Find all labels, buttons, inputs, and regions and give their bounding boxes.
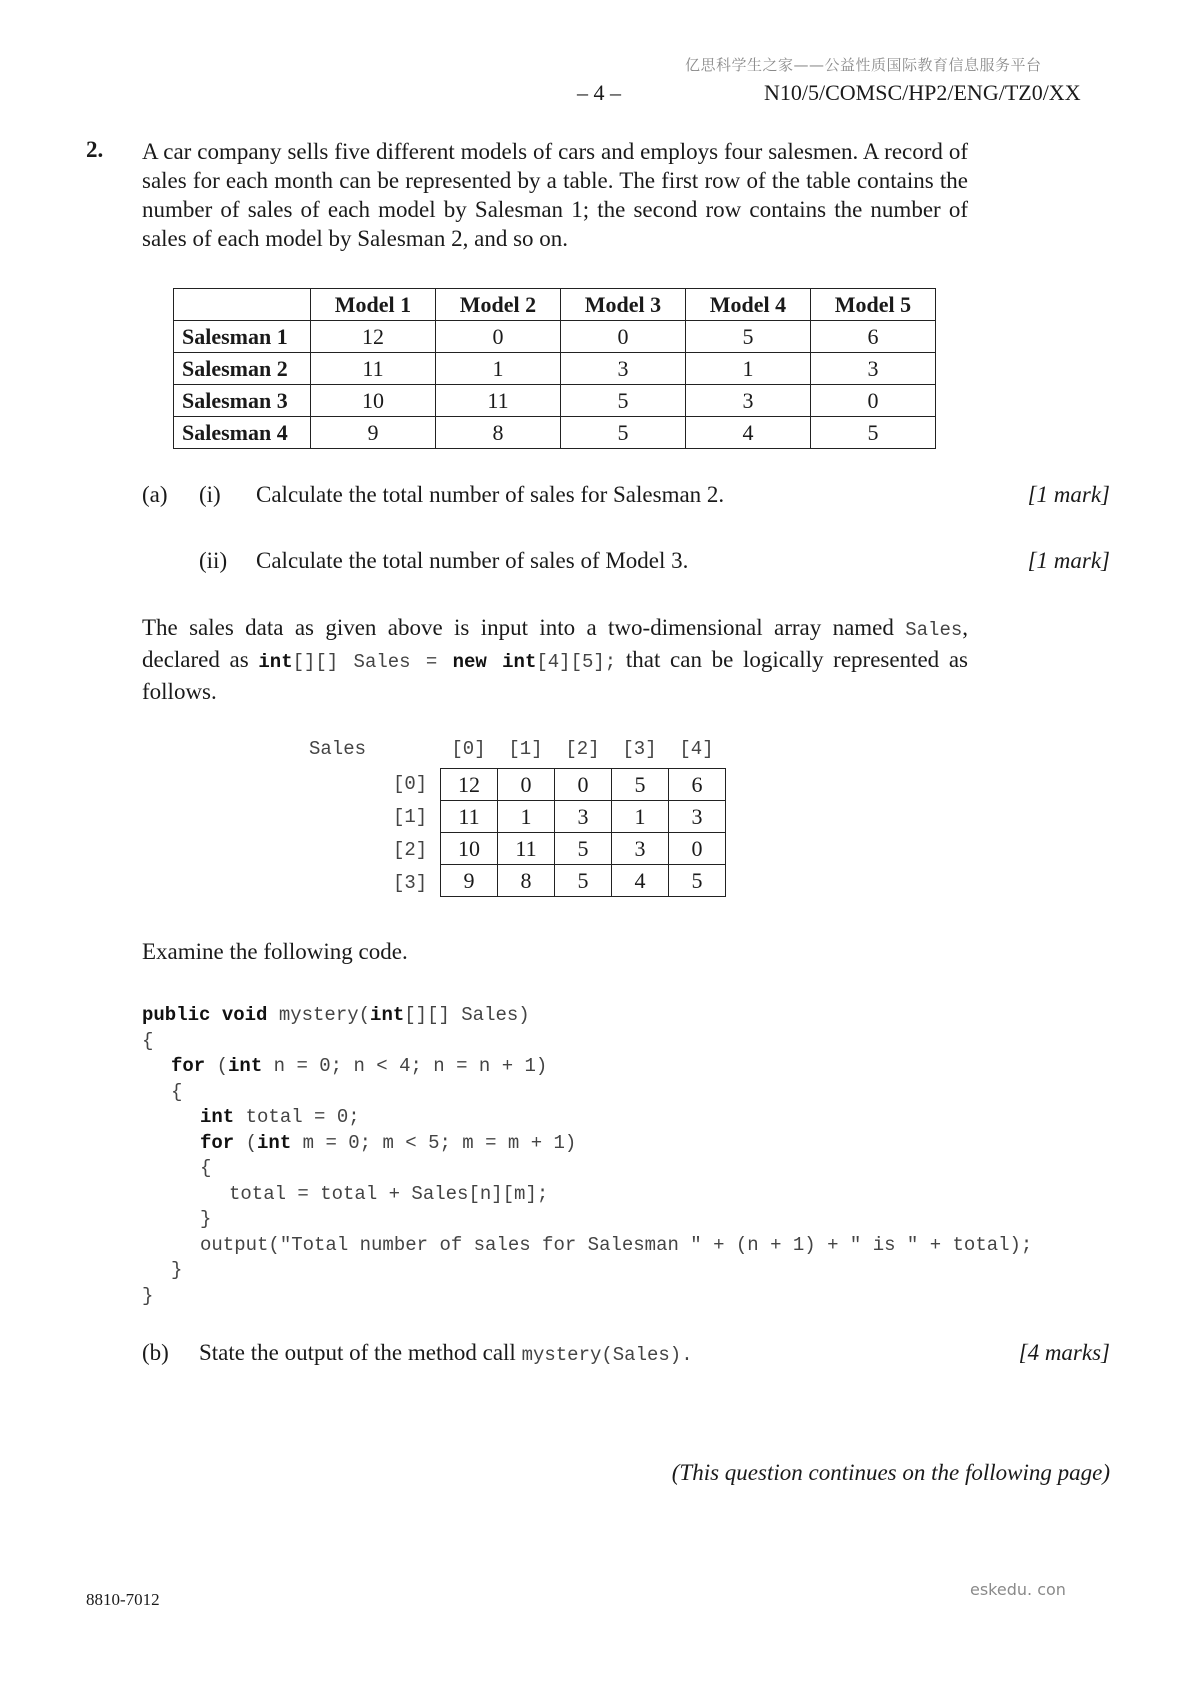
- array-row-index: [1]: [393, 806, 428, 828]
- array-cell: 0: [555, 769, 612, 801]
- part-a-i-marks: [1 mark]: [1027, 482, 1110, 507]
- array-cell: 10: [441, 833, 498, 865]
- array-cell: 12: [441, 769, 498, 801]
- watermark-footer: eskedu. con: [970, 1580, 1066, 1599]
- page-number: – 4 –: [577, 80, 621, 105]
- column-header: Model 5: [811, 289, 936, 321]
- array-row: [441, 769, 726, 801]
- table-cell: 0: [811, 385, 936, 417]
- sales-table: [173, 288, 936, 449]
- table-cell: 1: [436, 353, 561, 385]
- column-header: Model 3: [561, 289, 686, 321]
- array-col-index: [2]: [565, 738, 600, 760]
- table-cell: 5: [561, 417, 686, 449]
- array-paragraph: [142, 613, 968, 706]
- array-cell: 6: [669, 769, 726, 801]
- table-cell: 10: [311, 385, 436, 417]
- code-line: }: [171, 1259, 183, 1281]
- part-b-marks: [4 marks]: [1018, 1340, 1110, 1365]
- code-line: int total = 0;: [200, 1106, 360, 1128]
- code-line: total = total + Sales[n][m];: [229, 1182, 549, 1205]
- table-cell: 5: [811, 417, 936, 449]
- inline-code-keyword: new: [452, 651, 487, 673]
- code-line: }: [142, 1284, 154, 1307]
- sales-table-header-row: [174, 289, 936, 321]
- sales-table-corner: [174, 289, 311, 321]
- paragraph-text: that can be logically represented as follows.: [142, 647, 968, 704]
- array-row: [441, 801, 726, 833]
- array-cell: 1: [498, 801, 555, 833]
- code-line: {: [142, 1029, 154, 1052]
- array-cell: 11: [441, 801, 498, 833]
- inline-code: Sales: [905, 619, 963, 641]
- inline-code-keyword: int: [258, 651, 293, 673]
- question-number: 2.: [86, 137, 104, 162]
- array-cell: 1: [612, 801, 669, 833]
- table-cell: 9: [311, 417, 436, 449]
- table-row: [174, 417, 936, 449]
- array-row: [441, 865, 726, 897]
- watermark-header: 亿思科学生之家——公益性质国际教育信息服务平台: [685, 56, 1042, 74]
- footer-code: 8810-7012: [86, 1590, 160, 1609]
- table-cell: 11: [311, 353, 436, 385]
- part-b-label: (b): [142, 1340, 169, 1365]
- column-header: Model 1: [311, 289, 436, 321]
- row-header: Salesman 2: [174, 353, 311, 385]
- part-b-text: State the output of the method call mystery(Sales).: [199, 1340, 693, 1366]
- table-row: [174, 353, 936, 385]
- array-row-index: [2]: [393, 839, 428, 861]
- table-cell: 12: [311, 321, 436, 353]
- array-cell: 5: [555, 833, 612, 865]
- part-a-i-label: (i): [199, 482, 221, 507]
- inline-code: [4][5];: [536, 651, 617, 673]
- paragraph-text: , declared as: [142, 615, 968, 672]
- table-cell: 3: [561, 353, 686, 385]
- part-a-label: (a): [142, 482, 168, 507]
- code-line: public void mystery(int[][] Sales): [142, 1004, 530, 1026]
- code-line: {: [200, 1157, 212, 1179]
- part-a-ii-label: (ii): [199, 548, 228, 573]
- column-header: Model 2: [436, 289, 561, 321]
- array-col-index: [4]: [679, 738, 714, 760]
- array-cell: 3: [555, 801, 612, 833]
- array-cell: 5: [555, 865, 612, 897]
- array-row: [441, 833, 726, 865]
- array-row-index: [0]: [393, 773, 428, 795]
- column-header: Model 4: [686, 289, 811, 321]
- table-cell: 5: [686, 321, 811, 353]
- array-cell: 0: [498, 769, 555, 801]
- table-cell: 6: [811, 321, 936, 353]
- array-cell: 4: [612, 865, 669, 897]
- continues-note: (This question continues on the following page): [671, 1460, 1110, 1485]
- array-cell: 5: [612, 769, 669, 801]
- table-cell: 8: [436, 417, 561, 449]
- inline-code: mystery(Sales).: [521, 1344, 693, 1366]
- part-a-ii-marks: [1 mark]: [1027, 548, 1110, 573]
- array-row-index: [3]: [393, 872, 428, 894]
- exam-code: N10/5/COMSC/HP2/ENG/TZ0/XX: [764, 80, 1081, 105]
- array-col-index: [3]: [622, 738, 657, 760]
- table-cell: 0: [436, 321, 561, 353]
- row-header: Salesman 3: [174, 385, 311, 417]
- array-cell: 8: [498, 865, 555, 897]
- question-intro: A car company sells five different models of cars and employs four salesmen. A record of sales for each month can be represented by a table. The first row of the table contains the number of sales of each model by Salesman 1; the second row contains the number of sales of each model by Salesman 2, and so on.: [142, 139, 968, 251]
- code-line: for (int m = 0; m < 5; m = m + 1): [200, 1131, 577, 1154]
- array-cell: 3: [612, 833, 669, 865]
- code-line: {: [171, 1080, 183, 1103]
- row-header: Salesman 4: [174, 417, 311, 449]
- table-cell: 5: [561, 385, 686, 417]
- paragraph-text: The sales data as given above is input into a two-dimensional array named: [142, 615, 906, 640]
- array-name: Sales: [309, 738, 367, 760]
- array-cell: 11: [498, 833, 555, 865]
- part-a-ii-text: Calculate the total number of sales of Model 3.: [256, 548, 689, 573]
- part-a-i-text: Calculate the total number of sales for Salesman 2.: [256, 482, 725, 507]
- array-cell: 3: [669, 801, 726, 833]
- inline-code: [][] Sales =: [292, 651, 453, 673]
- table-cell: 3: [686, 385, 811, 417]
- table-row: [174, 321, 936, 353]
- table-cell: 3: [811, 353, 936, 385]
- table-cell: 1: [686, 353, 811, 385]
- examine-text: Examine the following code.: [142, 939, 408, 964]
- array-col-index: [0]: [451, 738, 486, 760]
- table-cell: 11: [436, 385, 561, 417]
- code-line: for (int n = 0; n < 4; n = n + 1): [171, 1055, 548, 1077]
- code-line: output("Total number of sales for Salesman " + (n + 1) + " is " + total);: [200, 1233, 1033, 1256]
- table-cell: 0: [561, 321, 686, 353]
- array-grid: [440, 768, 726, 897]
- code-line: }: [200, 1208, 212, 1230]
- row-header: Salesman 1: [174, 321, 311, 353]
- array-cell: 5: [669, 865, 726, 897]
- array-col-index: [1]: [508, 738, 543, 760]
- table-row: [174, 385, 936, 417]
- inline-code-keyword: int: [502, 651, 537, 673]
- array-cell: 9: [441, 865, 498, 897]
- code-block: [142, 1003, 1032, 1309]
- array-cell: 0: [669, 833, 726, 865]
- table-cell: 4: [686, 417, 811, 449]
